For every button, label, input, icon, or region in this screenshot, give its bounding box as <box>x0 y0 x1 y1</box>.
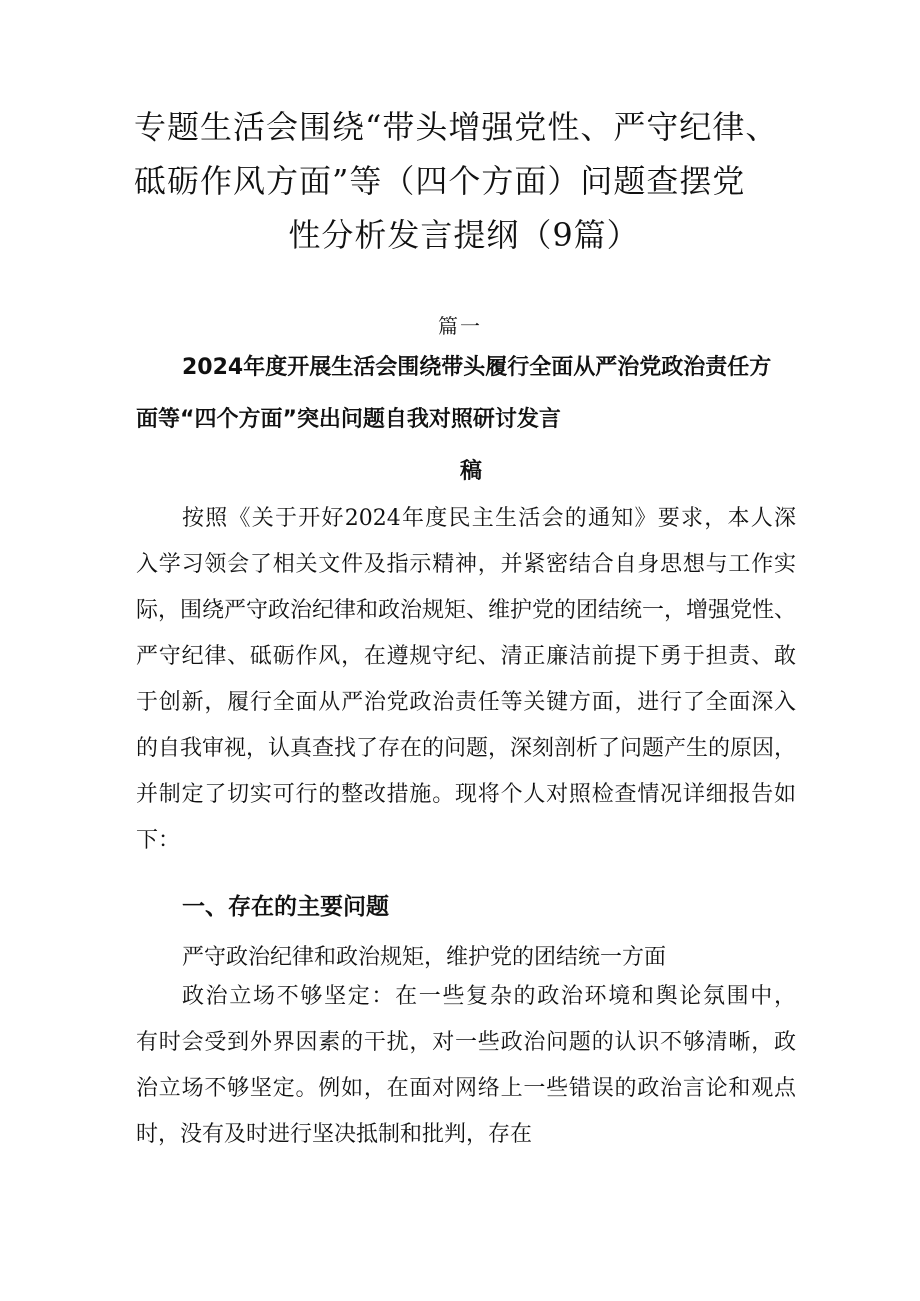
subtitle-line-3: 稿 <box>459 459 482 484</box>
body-line-2: 有时会受到外界因素的干扰，对一些政治问题的认识不够清晰，政 <box>136 1030 796 1055</box>
intro-line-2: 入学习领会了相关文件及指示精神，并紧密结合自身思想与工作实 <box>136 552 796 577</box>
section-mark: 篇一 <box>438 314 482 338</box>
body-line-1: 政治立场不够坚定：在一些复杂的政治环境和舆论氛围中， <box>182 984 796 1009</box>
body-line-4: 时，没有及时进行坚决抵制和批判，存在 <box>136 1122 533 1147</box>
subheading-political-discipline: 严守政治纪律和政治规矩，维护党的团结统一方面 <box>182 945 667 970</box>
intro-paragraph <box>136 496 796 864</box>
intro-line-8: 下： <box>136 828 181 853</box>
subtitle-line-1: 2024年度开展生活会围绕带头履行全面从严治党政治责任方 <box>182 355 772 380</box>
document-title <box>134 100 794 262</box>
intro-line-5: 于创新，履行全面从严治党政治责任等关键方面，进行了全面深入 <box>136 690 796 715</box>
intro-line-4: 严守纪律、砥砺作风，在遵规守纪、清正廉洁前提下勇于担责、敢 <box>136 644 796 669</box>
intro-line-6: 的自我审视，认真查找了存在的问题，深刻剖析了问题产生的原因， <box>136 736 797 761</box>
title-line-1: 专题生活会围绕“带头增强党性、严守纪律、 <box>134 108 779 146</box>
subtitle <box>136 342 806 498</box>
subtitle-line-2: 面等“四个方面”突出问题自我对照研讨发言 <box>136 407 561 432</box>
intro-line-3: 际，围绕严守政治纪律和政治规矩、维护党的团结统一，增强党性、 <box>136 598 797 623</box>
intro-line-1: 按照《关于开好2024年度民主生活会的通知》要求，本人深 <box>182 506 796 531</box>
intro-line-7: 并制定了切实可行的整改措施。现将个人对照检查情况详细报告如 <box>136 782 796 807</box>
section-heading-problems: 一、存在的主要问题 <box>182 894 389 920</box>
title-line-3: 性分析发言提纲（9篇） <box>288 216 640 254</box>
body-paragraph <box>136 974 796 1158</box>
title-line-2: 砥砺作风方面”等（四个方面）问题查摆党 <box>134 162 746 200</box>
body-line-3: 治立场不够坚定。例如，在面对网络上一些错误的政治言论和观点 <box>136 1076 796 1101</box>
